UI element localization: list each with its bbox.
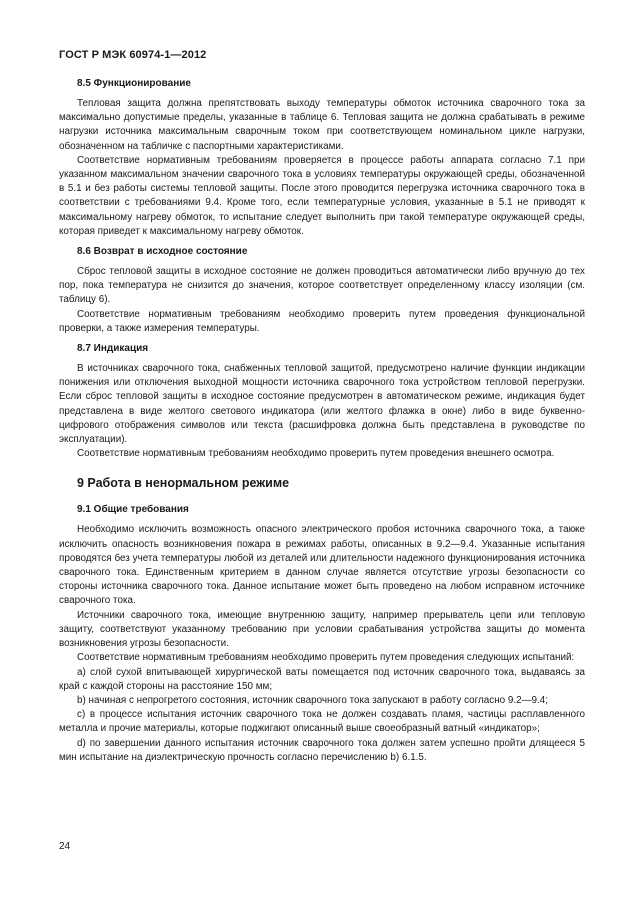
document-code-header: ГОСТ Р МЭК 60974-1—2012 xyxy=(59,49,207,61)
paragraph: Соответствие нормативным требованиям проверяется в процессе работы аппарата согласно 7.1 при указанном максимальном значении сварочного тока в условиях температуры окружающей среды, обозначенной в 5.1 и без работы системы тепловой защиты. После этого проводится перегрузка источника сварочного тока в соответствии с требованиями 9.4. Кроме того, если температурные условия, указанные в 5.1 не приводят к максимальному нагреву обмоток, то испытание следует выполнить при такой температуре окружающей среды, которая приведет к максимальному нагреву обмоток. xyxy=(59,154,585,237)
section-8-6 xyxy=(59,245,585,336)
section-heading: 9.1 Общие требования xyxy=(77,504,189,516)
paragraph: Соответствие нормативным требованиям необходимо проверить путем проведения следующих испытаний: xyxy=(77,652,575,664)
section-heading: 8.7 Индикация xyxy=(77,343,149,355)
list-item: a) слой сухой впитывающей хирургической ваты помещается под источник сварочного тока, выдаваясь за край с каждой стороны на расстояние 150 мм; xyxy=(59,666,585,692)
paragraph: Необходимо исключить возможность опасного электрического пробоя источника сварочного тока, а также исключить опасность возникновения пожара в режимах работы, описанных в 9.2—9.4. Указанные испытания проводятся без учета температуры любой из деталей или длительности надежного функционирования источника сварочного тока. Единственным критерием в данном случае является отсутствие угрозы безопасности со стороны источника сварочного тока. Данное испытание может быть проведено на любом исправном источнике сварочного тока. xyxy=(59,524,585,607)
section-heading: 8.5 Функционирование xyxy=(77,78,191,89)
list-item: c) в процессе испытания источник сварочного тока не должен создавать пламя, частицы расплавленного металла и прочие материалы, которые поджигают описанный выше своеобразный ватный «индикатор»; xyxy=(59,709,585,735)
paragraph: Соответствие нормативным требованиям необходимо проверить путем проведения функциональной проверки, а также измерения температуры. xyxy=(59,308,585,334)
section-8-7 xyxy=(59,342,585,461)
section-9-1 xyxy=(59,503,585,764)
paragraph: Сброс тепловой защиты в исходное состояние не должен проводиться автоматически либо вручную до тех пор, пока температура не снизится до значения, которое соответствует определенному классу изоляции (см. таблицу 6). xyxy=(59,266,585,306)
page-number: 24 xyxy=(59,841,71,852)
section-8-5 xyxy=(59,77,585,239)
paragraph: Источники сварочного тока, имеющие внутреннюю защиту, например прерыватель цепи или тепловую защиту, соответствуют указанному требованию при условии срабатывания устройства защиты до момента возникновения угрозы безопасности. xyxy=(59,609,585,650)
list-item: d) по завершении данного испытания источник сварочного тока должен затем успешно пройти длящееся 5 мин испытание на диэлектрическую прочность согласно перечислению b) 6.1.5. xyxy=(59,737,585,763)
section-heading: 8.6 Возврат в исходное состояние xyxy=(77,246,248,258)
paragraph: Тепловая защита должна препятствовать выходу температуры обмоток источника сварочного тока за максимально допустимые пределы, указанные в таблице 6. Тепловая защита не должна срабатывать в режиме нагрузки источника максимальным сварочным током при соответствующем номинальном цикле нагрузки, обозначенном на табличке с паспортными характеристиками. xyxy=(59,98,585,152)
paragraph: Соответствие нормативным требованиям необходимо проверить путем проведения внешнего осмотра. xyxy=(77,448,555,460)
chapter-heading: 9 Работа в ненормальном режиме xyxy=(77,476,290,491)
document-body xyxy=(59,77,585,771)
list-item: b) начиная с непрогретого состояния, источник сварочного тока запускают в работу согласно 9.2—9.4; xyxy=(77,694,548,706)
paragraph: В источниках сварочного тока, снабженных тепловой защитой, предусмотрено наличие функции индикации понижения или отключения выходной мощности источника сварочного тока устройством тепловой перегрузки. Если сброс тепловой защиты в исходное состояние предусмотрен в автоматическом режиме, индикация будет представлена в виде желтого светового индикатора (или желтого флажка в окне) либо в виде буквенно-цифрового отображения символов или текста (расшифровка должна быть представлена в руководстве по эксплуатации). xyxy=(59,363,585,446)
